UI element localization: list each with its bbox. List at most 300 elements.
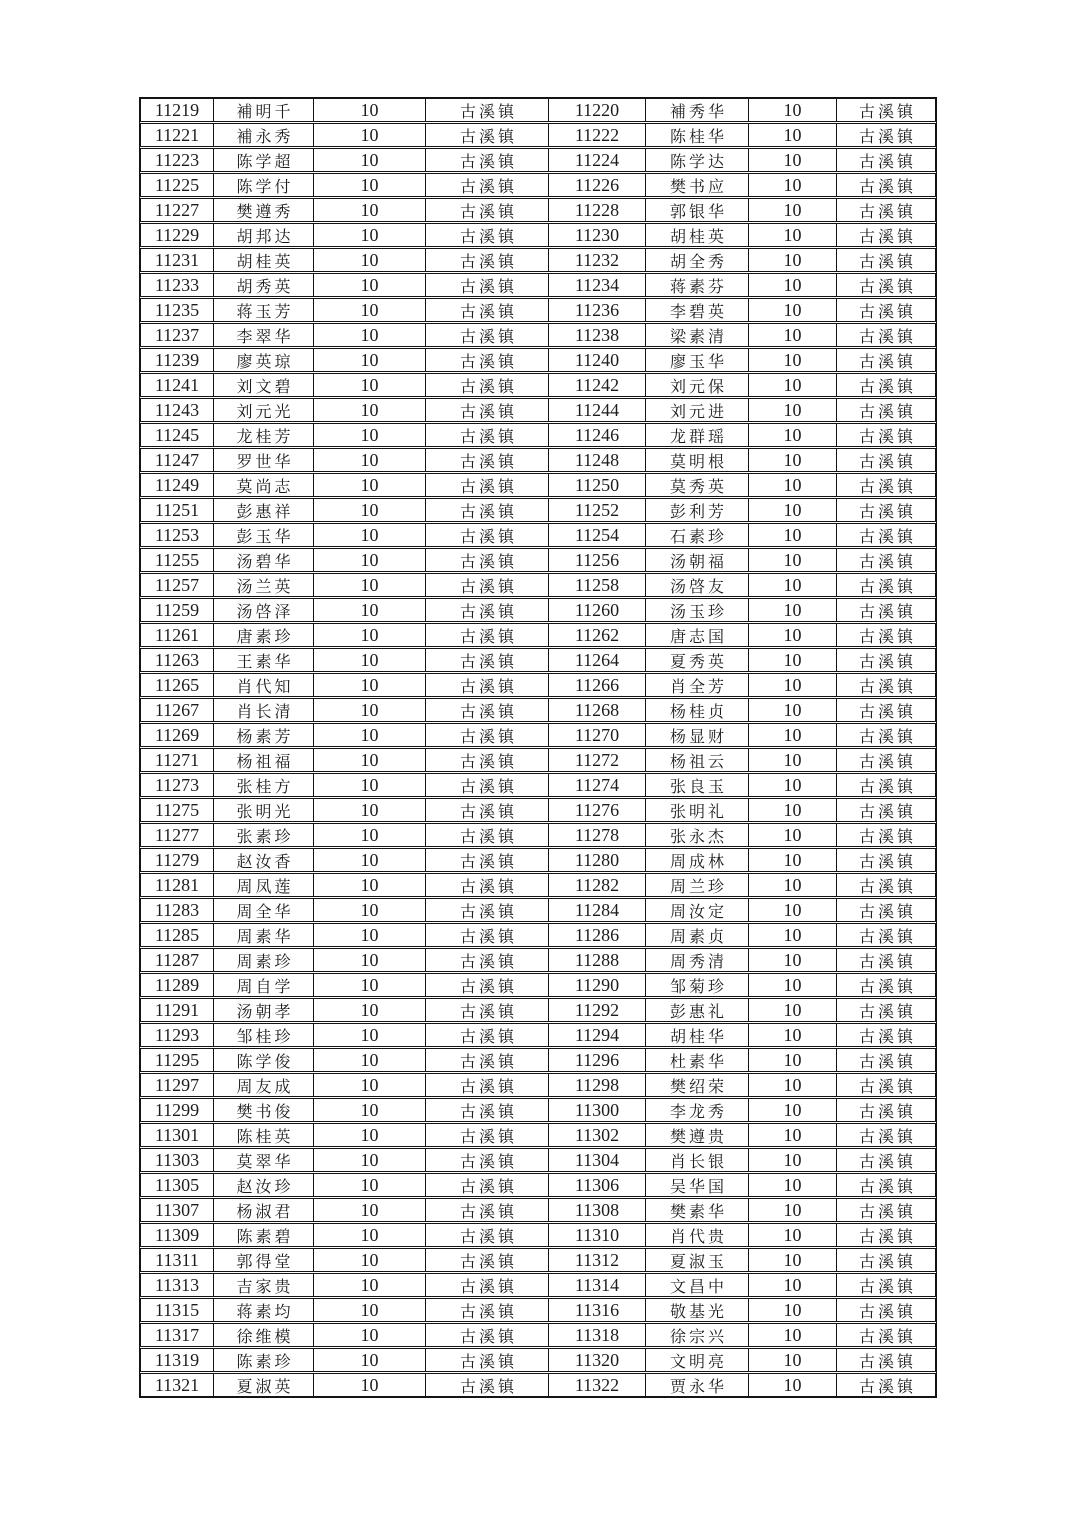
table-row <box>140 1073 936 1097</box>
table-row <box>140 198 936 222</box>
table-row <box>140 1373 936 1397</box>
entry-id-cell: 11260 <box>549 599 646 621</box>
entry-town-cell: 古溪镇 <box>858 778 916 796</box>
entry-name-cell: 樊书俊 <box>214 1099 314 1121</box>
entry-amount-cell: 10 <box>749 374 837 396</box>
entry-town-cell: 古溪镇 <box>426 1074 549 1096</box>
entry-town-cell: 古溪镇 <box>858 278 916 296</box>
entry-name-cell: 杨素芳 <box>214 724 314 746</box>
entry-amount-cell: 10 <box>314 999 426 1021</box>
entry-id-cell: 11221 <box>141 124 214 146</box>
entry-id-cell: 11286 <box>549 924 646 946</box>
entry-town-cell: 古溪镇 <box>858 1053 916 1071</box>
entry-town-cell: 古溪镇 <box>858 1353 916 1371</box>
entry-name-cell: 肖长银 <box>646 1149 749 1171</box>
table-row <box>140 223 936 247</box>
entry-town-cell: 古溪镇 <box>858 153 916 171</box>
table-row <box>140 1148 936 1172</box>
entry-amount-cell: 10 <box>314 924 426 946</box>
entry-amount-cell: 10 <box>314 374 426 396</box>
entry-id-cell: 11233 <box>141 274 214 296</box>
entry-id-cell: 11242 <box>549 374 646 396</box>
entry-id-cell: 11250 <box>549 474 646 496</box>
entry-town-cell: 古溪镇 <box>426 349 549 371</box>
entry-name-cell: 陈学俊 <box>214 1049 314 1071</box>
entry-id-cell: 11295 <box>141 1049 214 1071</box>
entry-id-cell: 11277 <box>141 824 214 846</box>
entry-amount-cell: 10 <box>749 1249 837 1271</box>
entry-amount-cell: 10 <box>749 624 837 646</box>
entry-amount-cell: 10 <box>314 474 426 496</box>
entry-town-cell: 古溪镇 <box>858 553 916 571</box>
entry-id-cell: 11308 <box>549 1199 646 1221</box>
entry-id-cell: 11313 <box>141 1274 214 1296</box>
entry-amount-cell: 10 <box>314 549 426 571</box>
entry-name-cell: 樊素华 <box>646 1199 749 1221</box>
entry-town-cell: 古溪镇 <box>858 1003 916 1021</box>
entry-town-cell: 古溪镇 <box>858 578 916 596</box>
entry-town-cell: 古溪镇 <box>858 1303 916 1321</box>
entry-town-cell: 古溪镇 <box>858 228 916 246</box>
entry-town-cell: 古溪镇 <box>426 1224 549 1246</box>
entry-town-cell: 古溪镇 <box>426 1274 549 1296</box>
entry-id-cell: 11290 <box>549 974 646 996</box>
entry-amount-cell: 10 <box>314 949 426 971</box>
entry-id-cell: 11232 <box>549 249 646 271</box>
table-row <box>140 698 936 722</box>
entry-name-cell: 肖全芳 <box>646 674 749 696</box>
entry-amount-cell: 10 <box>749 274 837 296</box>
entry-name-cell: 胡秀英 <box>214 274 314 296</box>
entry-amount-cell: 10 <box>749 399 837 421</box>
entry-town-cell: 古溪镇 <box>858 878 916 896</box>
entry-amount-cell: 10 <box>749 1374 837 1396</box>
table-row <box>140 723 936 747</box>
entry-town-cell: 古溪镇 <box>858 1078 916 1096</box>
entry-id-cell: 11285 <box>141 924 214 946</box>
entry-amount-cell: 10 <box>749 349 837 371</box>
entry-name-cell: 廖英琼 <box>214 349 314 371</box>
entry-name-cell: 石素珍 <box>646 524 749 546</box>
entry-id-cell: 11230 <box>549 224 646 246</box>
entry-amount-cell: 10 <box>749 899 837 921</box>
table-row <box>140 898 936 922</box>
entry-amount-cell: 10 <box>749 199 837 221</box>
table-row <box>140 1223 936 1247</box>
table-row <box>140 523 936 547</box>
entry-amount-cell: 10 <box>314 699 426 721</box>
table-row <box>140 673 936 697</box>
entry-name-cell: 補秀华 <box>646 99 749 121</box>
entry-town-cell: 古溪镇 <box>426 524 549 546</box>
entry-id-cell: 11279 <box>141 849 214 871</box>
entry-amount-cell: 10 <box>314 1349 426 1371</box>
entry-town-cell: 古溪镇 <box>426 974 549 996</box>
entry-town-cell: 古溪镇 <box>426 1024 549 1046</box>
entry-amount-cell: 10 <box>314 649 426 671</box>
entry-town-cell: 古溪镇 <box>858 328 916 346</box>
entry-town-cell: 古溪镇 <box>426 224 549 246</box>
table-row <box>140 1348 936 1372</box>
entry-amount-cell: 10 <box>314 1074 426 1096</box>
entry-id-cell: 11292 <box>549 999 646 1021</box>
entry-id-cell: 11309 <box>141 1224 214 1246</box>
entry-name-cell: 陈学超 <box>214 149 314 171</box>
table-row <box>140 1198 936 1222</box>
entry-id-cell: 11273 <box>141 774 214 796</box>
table-row <box>140 648 936 672</box>
entry-amount-cell: 10 <box>749 774 837 796</box>
entry-id-cell: 11247 <box>141 449 214 471</box>
entry-town-cell: 古溪镇 <box>426 324 549 346</box>
table-row <box>140 148 936 172</box>
entry-town-cell: 古溪镇 <box>858 1278 916 1296</box>
entry-amount-cell: 10 <box>314 1124 426 1146</box>
table-row <box>140 348 936 372</box>
entry-name-cell: 吉家贵 <box>214 1274 314 1296</box>
entry-name-cell: 蒋玉芳 <box>214 299 314 321</box>
entry-id-cell: 11266 <box>549 674 646 696</box>
entry-amount-cell: 10 <box>749 824 837 846</box>
entry-amount-cell: 10 <box>749 449 837 471</box>
table-row <box>140 1098 936 1122</box>
entry-name-cell: 莫秀英 <box>646 474 749 496</box>
entry-amount-cell: 10 <box>749 149 837 171</box>
table-row <box>140 123 936 147</box>
entry-amount-cell: 10 <box>314 1024 426 1046</box>
entry-name-cell: 汤碧华 <box>214 549 314 571</box>
entry-name-cell: 汤啓泽 <box>214 599 314 621</box>
entry-town-cell: 古溪镇 <box>426 1049 549 1071</box>
table-row <box>140 298 936 322</box>
entry-name-cell: 周成林 <box>646 849 749 871</box>
entry-name-cell: 文明亮 <box>646 1349 749 1371</box>
entry-name-cell: 汤玉珍 <box>646 599 749 621</box>
entry-name-cell: 徐宗兴 <box>646 1324 749 1346</box>
entry-amount-cell: 10 <box>749 674 837 696</box>
entry-amount-cell: 10 <box>314 1374 426 1396</box>
entry-name-cell: 杨显财 <box>646 724 749 746</box>
entry-name-cell: 莫尚志 <box>214 474 314 496</box>
entry-id-cell: 11235 <box>141 299 214 321</box>
entry-amount-cell: 10 <box>314 499 426 521</box>
entry-name-cell: 莫翠华 <box>214 1149 314 1171</box>
entry-town-cell: 古溪镇 <box>858 628 916 646</box>
entry-name-cell: 陈桂华 <box>646 124 749 146</box>
entry-id-cell: 11239 <box>141 349 214 371</box>
entry-name-cell: 杨桂贞 <box>646 699 749 721</box>
entry-name-cell: 樊绍荣 <box>646 1074 749 1096</box>
entry-amount-cell: 10 <box>749 574 837 596</box>
entry-amount-cell: 10 <box>749 1074 837 1096</box>
entry-amount-cell: 10 <box>749 549 837 571</box>
entry-id-cell: 11236 <box>549 299 646 321</box>
entry-name-cell: 张明礼 <box>646 799 749 821</box>
entry-id-cell: 11304 <box>549 1149 646 1171</box>
entry-amount-cell: 10 <box>749 124 837 146</box>
entry-id-cell: 11248 <box>549 449 646 471</box>
entry-id-cell: 11289 <box>141 974 214 996</box>
table-row <box>140 573 936 597</box>
entry-amount-cell: 10 <box>314 249 426 271</box>
entry-name-cell: 蒋素芬 <box>646 274 749 296</box>
entry-name-cell: 唐志国 <box>646 624 749 646</box>
entry-town-cell: 古溪镇 <box>858 203 916 221</box>
table-row <box>140 273 936 297</box>
entry-town-cell: 古溪镇 <box>426 574 549 596</box>
entry-id-cell: 11261 <box>141 624 214 646</box>
entry-amount-cell: 10 <box>314 224 426 246</box>
entry-amount-cell: 10 <box>314 624 426 646</box>
entry-town-cell: 古溪镇 <box>426 749 549 771</box>
entry-town-cell: 古溪镇 <box>858 903 916 921</box>
entry-id-cell: 11271 <box>141 749 214 771</box>
entry-amount-cell: 10 <box>749 1099 837 1121</box>
entry-name-cell: 陈桂英 <box>214 1124 314 1146</box>
entry-amount-cell: 10 <box>314 1049 426 1071</box>
entry-name-cell: 補永秀 <box>214 124 314 146</box>
entry-name-cell: 樊书应 <box>646 174 749 196</box>
entry-id-cell: 11237 <box>141 324 214 346</box>
entry-town-cell: 古溪镇 <box>426 949 549 971</box>
entry-town-cell: 古溪镇 <box>426 249 549 271</box>
entry-town-cell: 古溪镇 <box>858 503 916 521</box>
entry-amount-cell: 10 <box>749 474 837 496</box>
entry-town-cell: 古溪镇 <box>858 1203 916 1221</box>
entry-town-cell: 古溪镇 <box>426 424 549 446</box>
entry-id-cell: 11227 <box>141 199 214 221</box>
table-row <box>140 548 936 572</box>
entry-id-cell: 11269 <box>141 724 214 746</box>
entry-name-cell: 肖长清 <box>214 699 314 721</box>
entry-town-cell: 古溪镇 <box>858 953 916 971</box>
entry-name-cell: 周秀清 <box>646 949 749 971</box>
entry-name-cell: 杨淑君 <box>214 1199 314 1221</box>
entry-town-cell: 古溪镇 <box>858 928 916 946</box>
entry-town-cell: 古溪镇 <box>426 99 549 121</box>
entry-id-cell: 11298 <box>549 1074 646 1096</box>
entry-town-cell: 古溪镇 <box>426 1099 549 1121</box>
entry-name-cell: 周友成 <box>214 1074 314 1096</box>
entry-town-cell: 古溪镇 <box>426 1149 549 1171</box>
entry-name-cell: 周素珍 <box>214 949 314 971</box>
entry-id-cell: 11234 <box>549 274 646 296</box>
entry-name-cell: 龙桂芳 <box>214 424 314 446</box>
entry-name-cell: 张良玉 <box>646 774 749 796</box>
entry-town-cell: 古溪镇 <box>426 149 549 171</box>
table-row <box>140 773 936 797</box>
entry-name-cell: 陈素珍 <box>214 1349 314 1371</box>
entry-id-cell: 11262 <box>549 624 646 646</box>
entry-id-cell: 11252 <box>549 499 646 521</box>
entry-town-cell: 古溪镇 <box>426 899 549 921</box>
entry-town-cell: 古溪镇 <box>858 1253 916 1271</box>
table-row <box>140 323 936 347</box>
entry-amount-cell: 10 <box>749 524 837 546</box>
entry-name-cell: 龙群瑶 <box>646 424 749 446</box>
entry-amount-cell: 10 <box>314 749 426 771</box>
entry-id-cell: 11219 <box>141 99 214 121</box>
entry-amount-cell: 10 <box>749 599 837 621</box>
entry-id-cell: 11287 <box>141 949 214 971</box>
table-row <box>140 373 936 397</box>
entry-name-cell: 赵汝珍 <box>214 1174 314 1196</box>
entry-name-cell: 刘元进 <box>646 399 749 421</box>
entry-id-cell: 11275 <box>141 799 214 821</box>
entry-amount-cell: 10 <box>749 324 837 346</box>
table-row <box>140 1023 936 1047</box>
entry-name-cell: 周凤莲 <box>214 874 314 896</box>
entry-name-cell: 汤朝孝 <box>214 999 314 1021</box>
entry-town-cell: 古溪镇 <box>858 453 916 471</box>
entry-name-cell: 陈学达 <box>646 149 749 171</box>
table-row <box>140 748 936 772</box>
entry-id-cell: 11317 <box>141 1324 214 1346</box>
table-row <box>140 923 936 947</box>
entry-town-cell: 古溪镇 <box>426 824 549 846</box>
table-row <box>140 448 936 472</box>
entry-id-cell: 11223 <box>141 149 214 171</box>
entry-id-cell: 11294 <box>549 1024 646 1046</box>
entry-amount-cell: 10 <box>749 1149 837 1171</box>
roster-table <box>139 97 937 1398</box>
entry-id-cell: 11306 <box>549 1174 646 1196</box>
entry-name-cell: 郭银华 <box>646 199 749 221</box>
entry-id-cell: 11220 <box>549 99 646 121</box>
entry-id-cell: 11284 <box>549 899 646 921</box>
entry-id-cell: 11282 <box>549 874 646 896</box>
entry-amount-cell: 10 <box>749 224 837 246</box>
entry-id-cell: 11296 <box>549 1049 646 1071</box>
entry-amount-cell: 10 <box>314 324 426 346</box>
entry-name-cell: 胡桂英 <box>646 224 749 246</box>
entry-town-cell: 古溪镇 <box>426 124 549 146</box>
entry-town-cell: 古溪镇 <box>858 853 916 871</box>
entry-id-cell: 11259 <box>141 599 214 621</box>
entry-name-cell: 邹菊珍 <box>646 974 749 996</box>
entry-id-cell: 11318 <box>549 1324 646 1346</box>
table-row <box>140 398 936 422</box>
entry-name-cell: 周汝定 <box>646 899 749 921</box>
entry-id-cell: 11263 <box>141 649 214 671</box>
entry-id-cell: 11257 <box>141 574 214 596</box>
entry-amount-cell: 10 <box>749 299 837 321</box>
entry-name-cell: 张素珍 <box>214 824 314 846</box>
entry-town-cell: 古溪镇 <box>426 1349 549 1371</box>
entry-amount-cell: 10 <box>749 1299 837 1321</box>
entry-name-cell: 唐素珍 <box>214 624 314 646</box>
entry-name-cell: 廖玉华 <box>646 349 749 371</box>
table-row <box>140 948 936 972</box>
entry-name-cell: 夏秀英 <box>646 649 749 671</box>
entry-amount-cell: 10 <box>749 924 837 946</box>
entry-town-cell: 古溪镇 <box>858 1178 916 1196</box>
entry-name-cell: 杨祖福 <box>214 749 314 771</box>
entry-town-cell: 古溪镇 <box>858 528 916 546</box>
entry-id-cell: 11226 <box>549 174 646 196</box>
entry-name-cell: 赵汝香 <box>214 849 314 871</box>
entry-id-cell: 11276 <box>549 799 646 821</box>
entry-name-cell: 郭得堂 <box>214 1249 314 1271</box>
entry-town-cell: 古溪镇 <box>858 703 916 721</box>
entry-name-cell: 张桂方 <box>214 774 314 796</box>
entry-amount-cell: 10 <box>749 999 837 1021</box>
entry-town-cell: 古溪镇 <box>858 603 916 621</box>
entry-name-cell: 樊遵贵 <box>646 1124 749 1146</box>
table-row <box>140 1048 936 1072</box>
table-row <box>140 1248 936 1272</box>
entry-id-cell: 11297 <box>141 1074 214 1096</box>
entry-id-cell: 11283 <box>141 899 214 921</box>
entry-town-cell: 古溪镇 <box>858 678 916 696</box>
entry-amount-cell: 10 <box>749 799 837 821</box>
entry-name-cell: 彭惠礼 <box>646 999 749 1021</box>
entry-town-cell: 古溪镇 <box>426 999 549 1021</box>
entry-amount-cell: 10 <box>749 949 837 971</box>
table-row <box>140 798 936 822</box>
entry-town-cell: 古溪镇 <box>426 499 549 521</box>
entry-town-cell: 古溪镇 <box>858 303 916 321</box>
entry-amount-cell: 10 <box>314 1274 426 1296</box>
entry-name-cell: 李龙秀 <box>646 1099 749 1121</box>
entry-id-cell: 11305 <box>141 1174 214 1196</box>
entry-town-cell: 古溪镇 <box>426 774 549 796</box>
entry-amount-cell: 10 <box>749 724 837 746</box>
entry-amount-cell: 10 <box>749 874 837 896</box>
entry-amount-cell: 10 <box>314 1199 426 1221</box>
entry-id-cell: 11293 <box>141 1024 214 1046</box>
entry-town-cell: 古溪镇 <box>858 728 916 746</box>
table-row <box>140 473 936 497</box>
table-row <box>140 623 936 647</box>
entry-town-cell: 古溪镇 <box>858 103 916 121</box>
entry-amount-cell: 10 <box>314 599 426 621</box>
table-row <box>140 598 936 622</box>
entry-amount-cell: 10 <box>749 699 837 721</box>
entry-name-cell: 汤朝福 <box>646 549 749 571</box>
entry-id-cell: 11299 <box>141 1099 214 1121</box>
table-row <box>140 973 936 997</box>
entry-town-cell: 古溪镇 <box>858 1103 916 1121</box>
entry-name-cell: 胡全秀 <box>646 249 749 271</box>
table-row <box>140 1298 936 1322</box>
entry-name-cell: 刘元光 <box>214 399 314 421</box>
entry-town-cell: 古溪镇 <box>858 1153 916 1171</box>
entry-town-cell: 古溪镇 <box>426 1299 549 1321</box>
entry-town-cell: 古溪镇 <box>858 128 916 146</box>
entry-town-cell: 古溪镇 <box>426 399 549 421</box>
entry-name-cell: 刘文碧 <box>214 374 314 396</box>
entry-id-cell: 11316 <box>549 1299 646 1321</box>
entry-amount-cell: 10 <box>749 174 837 196</box>
entry-town-cell: 古溪镇 <box>426 449 549 471</box>
entry-name-cell: 罗世华 <box>214 449 314 471</box>
entry-town-cell: 古溪镇 <box>426 374 549 396</box>
entry-name-cell: 刘元保 <box>646 374 749 396</box>
entry-id-cell: 11246 <box>549 424 646 446</box>
entry-name-cell: 彭利芳 <box>646 499 749 521</box>
entry-name-cell: 张明光 <box>214 799 314 821</box>
entry-town-cell: 古溪镇 <box>858 478 916 496</box>
entry-amount-cell: 10 <box>749 1124 837 1146</box>
entry-name-cell: 胡桂华 <box>646 1024 749 1046</box>
entry-name-cell: 胡桂英 <box>214 249 314 271</box>
entry-name-cell: 彭玉华 <box>214 524 314 546</box>
entry-name-cell: 胡邦达 <box>214 224 314 246</box>
entry-amount-cell: 10 <box>749 1174 837 1196</box>
entry-town-cell: 古溪镇 <box>858 1378 916 1396</box>
entry-id-cell: 11302 <box>549 1124 646 1146</box>
